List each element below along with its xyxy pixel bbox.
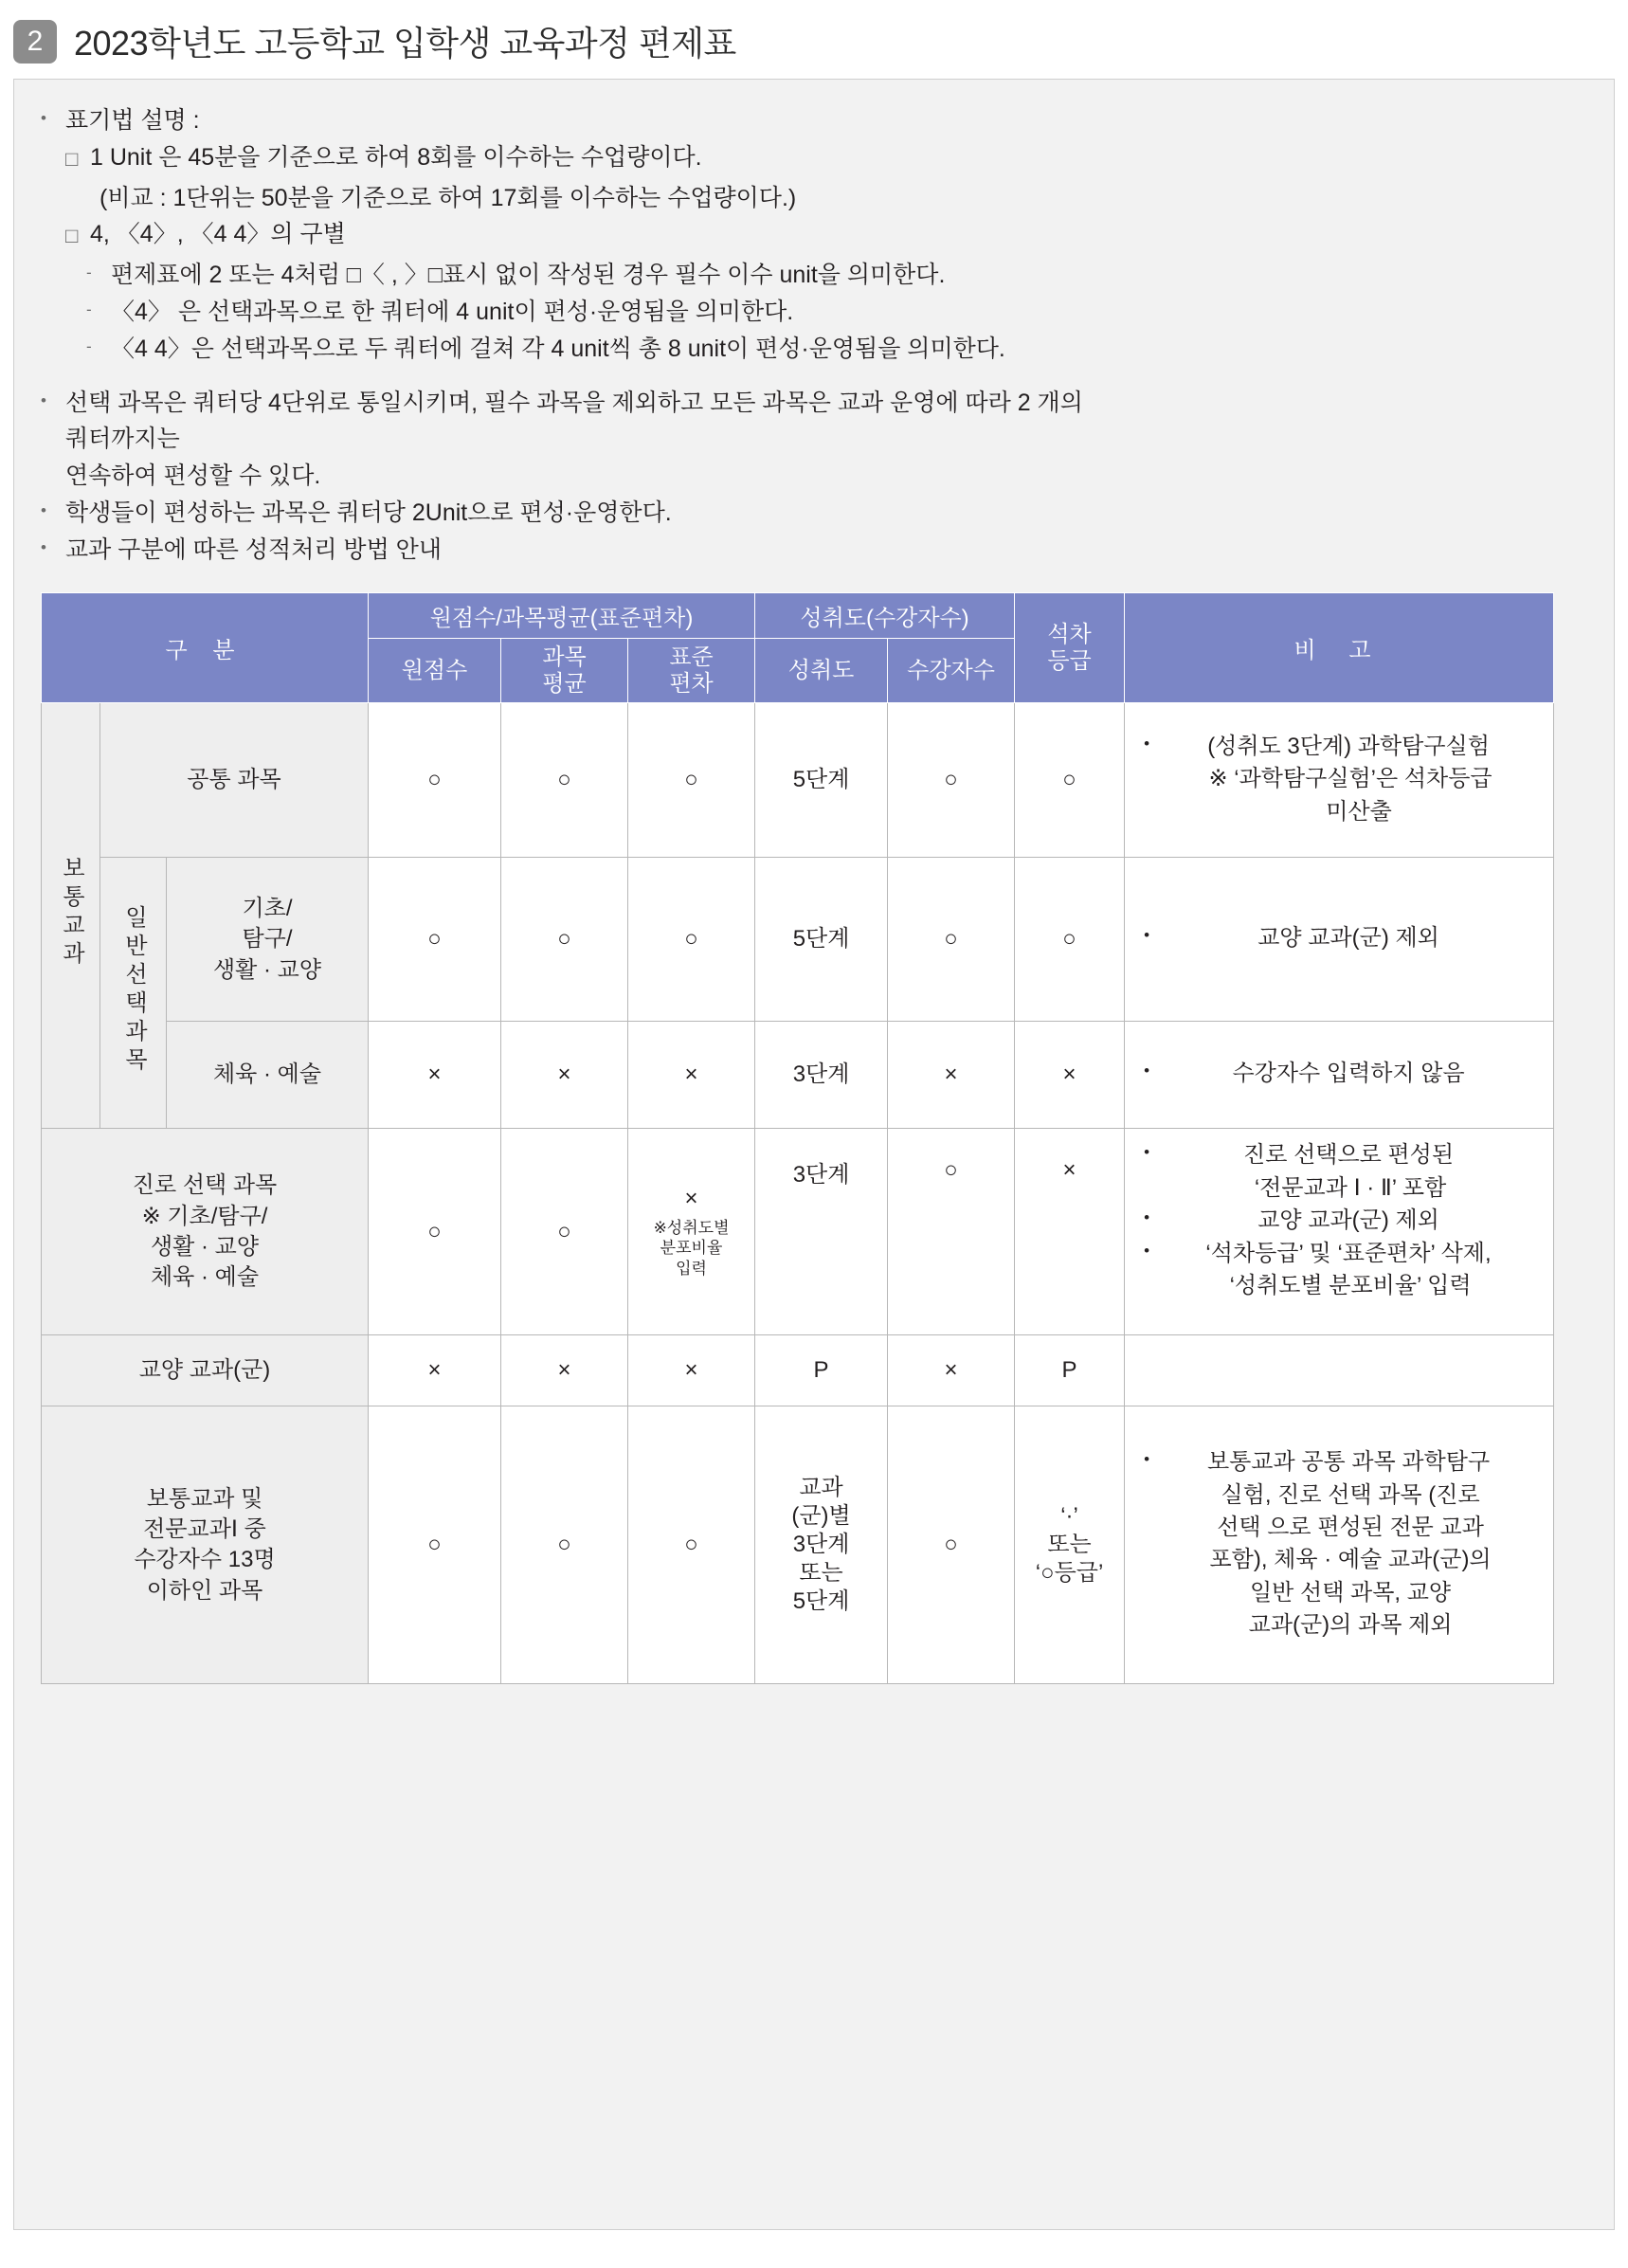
cell-raw-score: ×	[369, 1335, 501, 1406]
cell-subject-average: ○	[501, 1406, 628, 1684]
page-title: 2023학년도 고등학교 입학생 교육과정 편제표	[74, 24, 736, 63]
remark-text: 교과(군)의 과목 제외	[1248, 1612, 1453, 1639]
cell-standard-deviation: ×	[628, 1022, 755, 1129]
cell-standard-deviation: ○	[628, 1406, 755, 1684]
cell-rank-grade: ×	[1015, 1129, 1125, 1335]
row-label-line: 진로 선택 과목	[132, 1172, 278, 1199]
note-line: 입력	[676, 1259, 707, 1278]
cell-student-count: ○	[888, 858, 1015, 1022]
cell-subject-average: ○	[501, 1129, 628, 1335]
note-item	[99, 180, 1587, 217]
bullet-icon: •	[1144, 1208, 1150, 1227]
cell-subject-average: ×	[501, 1022, 628, 1129]
bullet-icon: •	[1144, 1241, 1150, 1260]
remark-text: 선택 으로 편성된 전문 교과	[1217, 1515, 1484, 1541]
cell-standard-deviation: ×	[628, 1335, 755, 1406]
remark-item	[1138, 797, 1542, 827]
page-heading	[0, 0, 1628, 75]
remark-text: 진로 선택으로 편성된	[1243, 1142, 1455, 1169]
row-label-line: 보통교과 및	[146, 1485, 263, 1512]
remark-item	[1138, 1610, 1542, 1641]
content-panel	[13, 79, 1615, 2230]
remark-item	[1138, 923, 1542, 953]
cell-rank-grade-line: ‘○등급’	[1035, 1560, 1104, 1587]
cell-raw-score: ○	[369, 1129, 501, 1335]
section-number-badge: 2	[13, 20, 57, 64]
dash-bullet-icon: -	[86, 263, 92, 282]
row-label-line: ※ 기초/탐구/	[141, 1203, 268, 1229]
header-standard-deviation-line1: 표준	[669, 644, 714, 671]
cell-raw-score: ×	[369, 1022, 501, 1129]
note-line: 쿼터까지는	[65, 426, 180, 453]
note-item	[41, 532, 1587, 569]
header-subject-average-line1: 과목	[542, 644, 587, 671]
row-label-line: 전문교과Ⅰ 중	[143, 1516, 266, 1543]
remark-text: 수강자수 입력하지 않음	[1232, 1061, 1465, 1087]
remark-text: 교양 교과(군) 제외	[1257, 1207, 1439, 1234]
note-line: 〈4〉 은 선택과목으로 한 쿼터에 4 unit이 편성·운영됨을 의미한다.	[111, 299, 794, 326]
table-row	[42, 1129, 1554, 1335]
cell-standard-deviation-note	[629, 1218, 753, 1279]
bullet-icon: •	[1144, 1143, 1150, 1162]
cell-subject-average: ×	[501, 1335, 628, 1406]
cell-achievement-line: (군)별	[791, 1503, 851, 1530]
cell-raw-score: ○	[369, 703, 501, 858]
row-label-basic-inquiry-life-liberal	[167, 858, 369, 1022]
cell-rank-grade-line: 또는	[1047, 1532, 1092, 1558]
remark-text: ‘석차등급’ 및 ‘표준편차’ 삭제,	[1205, 1240, 1492, 1266]
remark-item	[1138, 1578, 1542, 1608]
cell-achievement: 3단계	[755, 1129, 888, 1335]
cell-rank-grade: ×	[1015, 1022, 1125, 1129]
header-achievement: 성취도	[755, 639, 888, 703]
note-item	[41, 385, 1587, 495]
cell-raw-score: ○	[369, 858, 501, 1022]
cell-standard-deviation-mark: ×	[684, 1186, 698, 1212]
cell-remarks	[1125, 1129, 1554, 1335]
remark-text: ‘전문교과 Ⅰ · Ⅱ’ 포함	[1254, 1174, 1447, 1201]
remark-item	[1138, 1513, 1542, 1543]
note-line: 분포비율	[660, 1239, 723, 1258]
note-line: 선택 과목은 쿼터당 4단위로 통일시키며, 필수 과목을 제외하고 모든 과목은 교과 운영에 따라 2 개의	[65, 389, 1083, 416]
remark-text: 보통교과 공통 과목 과학탐구	[1206, 1449, 1491, 1476]
remark-item	[1138, 1545, 1542, 1575]
note-line: (비교 : 1단위는 50분을 기준으로 하여 17회를 이수하는 수업량이다.)	[99, 184, 797, 211]
table-row	[42, 858, 1554, 1022]
cell-subject-average: ○	[501, 858, 628, 1022]
remark-text: ‘성취도별 분포비율’ 입력	[1229, 1273, 1472, 1299]
cell-subject-average: ○	[501, 703, 628, 858]
note-item	[86, 294, 1587, 331]
header-rank-grade	[1015, 593, 1125, 703]
cell-achievement: 5단계	[755, 858, 888, 1022]
note-item	[41, 495, 1587, 532]
table-header-row-1	[42, 593, 1554, 639]
row-label-line: 탐구/	[242, 926, 293, 953]
cell-rank-grade-line: ‘·’	[1060, 1503, 1078, 1530]
cell-standard-deviation: ○	[628, 858, 755, 1022]
cell-achievement-line: 교과	[799, 1475, 843, 1501]
cell-remarks	[1125, 1406, 1554, 1684]
note-line: 편제표에 2 또는 4처럼 □〈 , 〉□표시 없이 작성된 경우 필수 이수 unit을 의미한다.	[111, 262, 946, 289]
remark-item	[1138, 1140, 1542, 1170]
note-item	[86, 331, 1587, 368]
table-row	[42, 703, 1554, 858]
header-rank-grade-line2: 등급	[1047, 647, 1092, 674]
notes-list	[41, 102, 1587, 568]
cell-student-count: ×	[888, 1022, 1015, 1129]
row-label-line: 수강자수 13명	[134, 1547, 276, 1573]
row-label-line: 기초/	[242, 895, 293, 921]
cell-remarks	[1125, 1022, 1554, 1129]
row-label-small-class-subjects	[42, 1406, 369, 1684]
remark-item	[1138, 1447, 1542, 1478]
bullet-icon: •	[1144, 734, 1150, 753]
bullet-icon: •	[41, 537, 46, 556]
bullet-icon: •	[41, 109, 46, 127]
grade-processing-table	[41, 592, 1554, 1684]
cell-achievement	[755, 1406, 888, 1684]
table-row	[42, 1406, 1554, 1684]
note-line: 교과 구분에 따른 성적처리 방법 안내	[65, 535, 442, 563]
cell-student-count: ○	[888, 1406, 1015, 1684]
square-bullet-icon: □	[65, 224, 79, 248]
header-raw-score: 원점수	[369, 639, 501, 703]
cell-achievement: 5단계	[755, 703, 888, 858]
bullet-icon: •	[1144, 1061, 1150, 1080]
note-line: ※성취도별	[653, 1219, 730, 1238]
header-gubun: 구 분	[42, 593, 369, 703]
row-label-line: 생활 · 교양	[150, 1233, 260, 1260]
row-group-common-subject-area	[42, 703, 100, 1129]
cell-standard-deviation	[628, 1129, 755, 1335]
header-subject-average-line2: 평균	[542, 670, 587, 697]
remark-text: 실험, 진로 선택 과목 (진로	[1221, 1481, 1480, 1508]
remark-item	[1138, 1271, 1542, 1301]
header-student-count: 수강자수	[888, 639, 1015, 703]
cell-remarks	[1125, 1335, 1554, 1406]
table-row	[42, 1335, 1554, 1406]
remark-text: (성취도 3단계) 과학탐구실험	[1207, 733, 1490, 759]
cell-standard-deviation: ○	[628, 703, 755, 858]
cell-rank-grade	[1015, 1406, 1125, 1684]
row-group-label: 일반선택과목	[120, 904, 147, 1076]
dash-bullet-icon: -	[86, 300, 92, 319]
remark-item	[1138, 1206, 1542, 1236]
note-item	[86, 257, 1587, 294]
bullet-icon: •	[1144, 926, 1150, 945]
remark-item	[1138, 1059, 1542, 1089]
cell-raw-score: ○	[369, 1406, 501, 1684]
note-line: 1 Unit 은 45분을 기준으로 하여 8회를 이수하는 수업량이다.	[90, 143, 702, 171]
note-line: 학생들이 편성하는 과목은 쿼터당 2Unit으로 편성·운영한다.	[65, 499, 672, 526]
note-item	[41, 102, 1587, 139]
note-item	[65, 216, 1587, 257]
row-label-line: 생활 · 교양	[212, 956, 322, 983]
note-line: 4, 〈4〉, 〈4 4〉의 구별	[90, 221, 346, 248]
header-standard-deviation-line2: 편차	[669, 670, 714, 697]
remark-item	[1138, 1480, 1542, 1511]
header-rank-grade-line1: 석차	[1047, 622, 1092, 648]
cell-remarks	[1125, 858, 1554, 1022]
bullet-icon: •	[41, 500, 46, 519]
remark-item	[1138, 732, 1542, 762]
remark-text: 교양 교과(군) 제외	[1257, 925, 1439, 952]
header-group-achievement: 성취도(수강자수)	[755, 593, 1015, 639]
cell-student-count: ×	[888, 1335, 1015, 1406]
header-standard-deviation	[628, 639, 755, 703]
remark-text: ※ ‘과학탐구실험’은 석차등급	[1208, 766, 1492, 792]
row-group-general-elective	[100, 858, 167, 1129]
remark-item	[1138, 1173, 1542, 1204]
remark-text: 포함), 체육 · 예술 교과(군)의	[1209, 1547, 1492, 1573]
cell-remarks	[1125, 703, 1554, 858]
cell-student-count: ○	[888, 1129, 1015, 1335]
cell-achievement-line: 또는	[799, 1560, 843, 1587]
cell-achievement: 3단계	[755, 1022, 888, 1129]
header-bigo: 비 고	[1125, 593, 1554, 703]
remark-item	[1138, 1239, 1542, 1269]
cell-student-count: ○	[888, 703, 1015, 858]
bullet-icon: •	[41, 390, 46, 409]
remark-item	[1138, 764, 1542, 794]
remark-text: 일반 선택 과목, 교양	[1249, 1579, 1452, 1606]
row-label-common-course: 공통 과목	[100, 703, 369, 858]
table-row	[42, 1022, 1554, 1129]
row-label-career-elective	[42, 1129, 369, 1335]
remark-text: 미산출	[1326, 798, 1392, 825]
note-line: 연속하여 편성할 수 있다.	[65, 463, 321, 490]
header-subject-average	[501, 639, 628, 703]
note-line: 표기법 설명 :	[65, 107, 200, 134]
cell-achievement-line: 3단계	[792, 1532, 850, 1558]
square-bullet-icon: □	[65, 146, 79, 171]
cell-rank-grade: ○	[1015, 858, 1125, 1022]
note-item	[65, 139, 1587, 180]
header-group-score: 원점수/과목평균(표준편차)	[369, 593, 755, 639]
bullet-icon: •	[1144, 1450, 1150, 1469]
cell-achievement: P	[755, 1335, 888, 1406]
row-label-pe-arts: 체육 · 예술	[167, 1022, 369, 1129]
cell-rank-grade: P	[1015, 1335, 1125, 1406]
row-label-liberal-arts-group: 교양 교과(군)	[42, 1335, 369, 1406]
cell-achievement-line: 5단계	[792, 1588, 850, 1615]
cell-rank-grade: ○	[1015, 703, 1125, 858]
row-label-line: 체육 · 예술	[150, 1264, 260, 1291]
note-line: 〈4 4〉은 선택과목으로 두 쿼터에 걸쳐 각 4 unit씩 총 8 unit이 편성·운영됨을 의미한다.	[111, 335, 1005, 362]
dash-bullet-icon: -	[86, 336, 92, 355]
row-label-line: 이하인 과목	[146, 1577, 263, 1604]
row-group-label: 보통교과	[58, 856, 84, 971]
